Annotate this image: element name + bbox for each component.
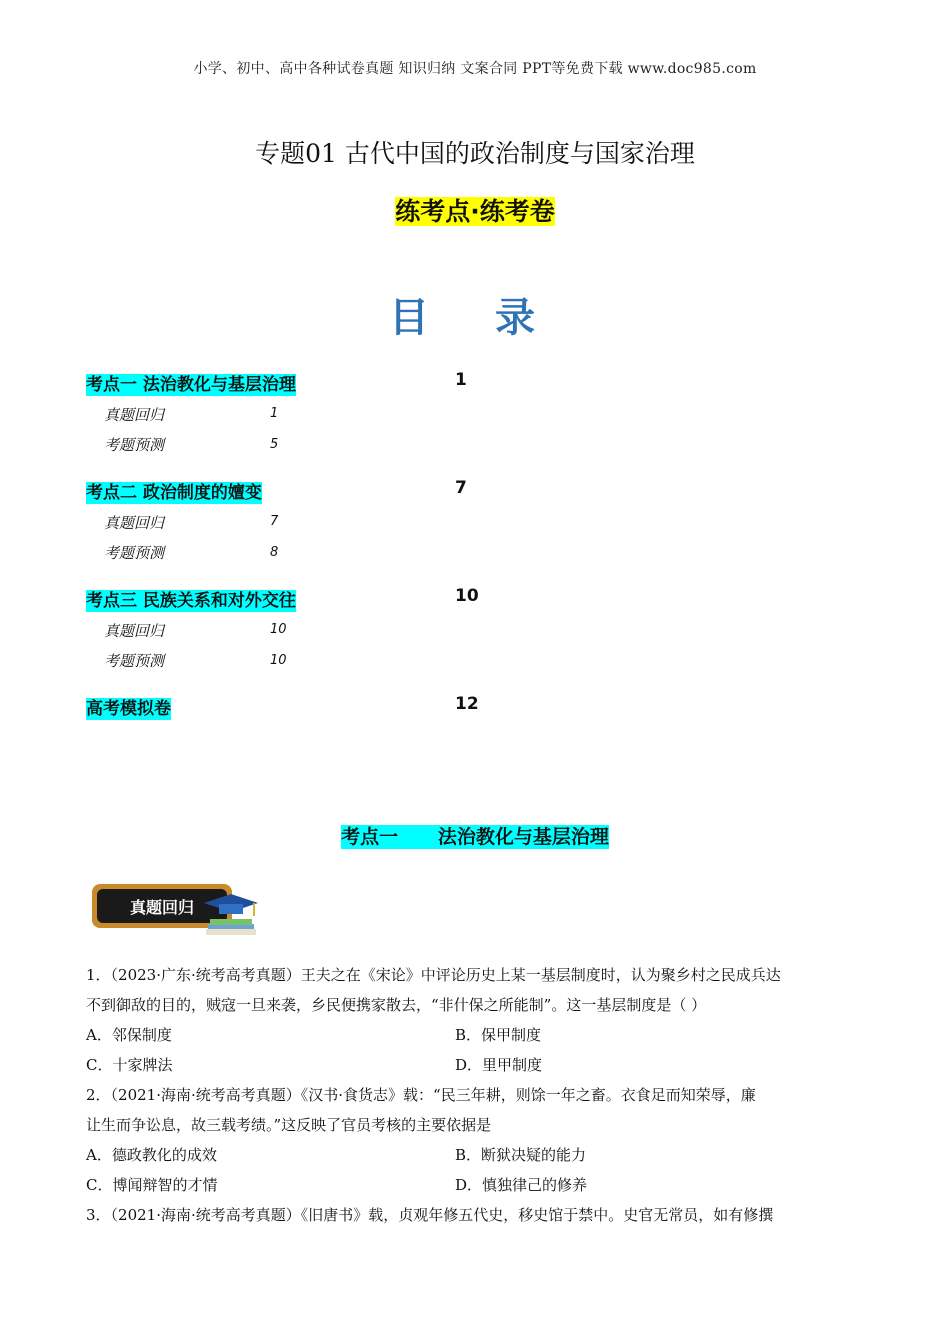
toc-item-3-2-page: 10 bbox=[270, 653, 287, 668]
toc-item-1-2-page: 5 bbox=[270, 437, 279, 452]
document-subtitle bbox=[0, 192, 950, 228]
question-1-option-b[interactable]: B．保甲制度 bbox=[455, 1026, 542, 1044]
toc-section-3[interactable] bbox=[86, 586, 296, 611]
toc-section-2-label: 考点二 政治制度的嬗变 bbox=[86, 483, 262, 503]
subtitle-right: 练考卷 bbox=[479, 197, 555, 226]
question-2-option-d[interactable]: D．慎独律己的修养 bbox=[455, 1176, 588, 1194]
toc-section-3-page: 10 bbox=[455, 586, 479, 606]
toc-item-3-1[interactable]: 真题回归 bbox=[104, 622, 165, 640]
toc-section-1[interactable] bbox=[86, 370, 296, 395]
question-1-line-2: 不到御敌的目的，贼寇一旦来袭，乡民便携家散去，“非什保之所能制”。这一基层制度是（ ） bbox=[86, 996, 707, 1014]
toc-section-3-label: 考点三 民族关系和对外交往 bbox=[86, 591, 296, 611]
banner-label: 真题回归 bbox=[129, 898, 195, 917]
question-1-option-a[interactable]: A．邻保制度 bbox=[86, 1026, 172, 1044]
graduation-cap-banner-icon bbox=[88, 880, 263, 940]
question-1-option-c[interactable]: C．十家牌法 bbox=[86, 1056, 173, 1074]
question-2-option-b[interactable]: B．断狱决疑的能力 bbox=[455, 1146, 587, 1164]
toc-item-1-1-page: 1 bbox=[270, 406, 279, 421]
zhenti-banner bbox=[88, 880, 263, 940]
page-header: 小学、初中、高中各种试卷真题 知识归纳 文案合同 PPT等免费下载 www.doc985.com bbox=[193, 61, 757, 77]
toc-item-3-1-page: 10 bbox=[270, 622, 287, 637]
toc-item-1-1[interactable]: 真题回归 bbox=[104, 406, 165, 424]
toc-item-3-2[interactable]: 考题预测 bbox=[104, 652, 165, 670]
document-title: 专题01 古代中国的政治制度与国家治理 bbox=[255, 139, 695, 168]
toc-item-1-2[interactable]: 考题预测 bbox=[104, 436, 165, 454]
toc-section-4-page: 12 bbox=[455, 694, 479, 714]
subtitle-left: 练考点 bbox=[395, 197, 471, 226]
question-2-option-c[interactable]: C．博闻辩智的才情 bbox=[86, 1176, 218, 1194]
section-title bbox=[0, 822, 950, 849]
question-2-line-1: 2．（2021·海南·统考高考真题）《汉书·食货志》载：“民三年耕，则馀一年之畜。衣食足而知荣辱，廉 bbox=[86, 1086, 756, 1104]
toc-section-1-page: 1 bbox=[455, 370, 467, 390]
toc-section-4-label: 高考模拟卷 bbox=[86, 699, 171, 719]
toc-item-2-2-page: 8 bbox=[270, 545, 279, 560]
toc-section-2-page: 7 bbox=[455, 478, 467, 498]
toc-item-2-1[interactable]: 真题回归 bbox=[104, 514, 165, 532]
question-2-option-a[interactable]: A．德政教化的成效 bbox=[86, 1146, 217, 1164]
toc-heading: 目 录 bbox=[389, 295, 561, 341]
question-1-option-d[interactable]: D．里甲制度 bbox=[455, 1056, 543, 1074]
toc-section-2[interactable] bbox=[86, 478, 262, 503]
subtitle-dot: · bbox=[470, 197, 480, 226]
toc-item-2-2[interactable]: 考题预测 bbox=[104, 544, 165, 562]
section-title-text: 考点一 法治教化与基层治理 bbox=[341, 826, 609, 848]
question-1-line-1: 1．（2023·广东·统考高考真题）王夫之在《宋论》中评论历史上某一基层制度时，认为聚乡村之民成兵达 bbox=[86, 966, 781, 984]
question-2-line-2: 让生而争讼息，故三载考绩。”这反映了官员考核的主要依据是 bbox=[86, 1116, 492, 1134]
toc-section-4[interactable] bbox=[86, 694, 171, 719]
toc-section-1-label: 考点一 法治教化与基层治理 bbox=[86, 375, 296, 395]
toc-item-2-1-page: 7 bbox=[270, 514, 279, 529]
question-3-line-1: 3．（2021·海南·统考高考真题）《旧唐书》载，贞观年修五代史，移史馆于禁中。史官无常员，如有修撰 bbox=[86, 1206, 774, 1224]
